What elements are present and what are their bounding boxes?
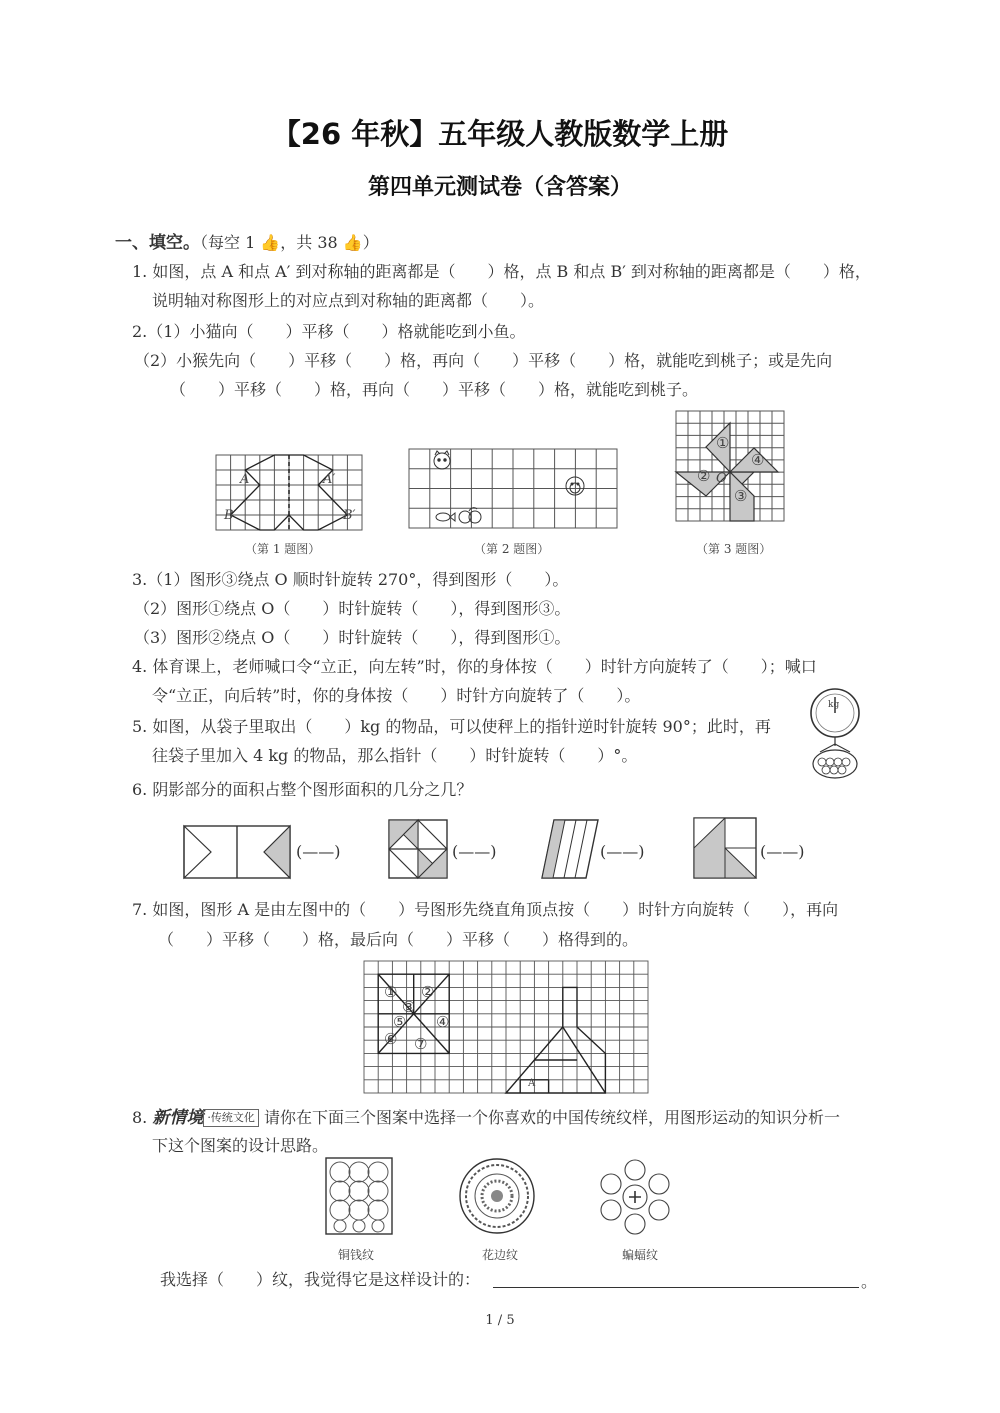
q6-figure-1 (184, 826, 290, 878)
q7-line1: 7. 如图，图形 A 是由左图中的（ ）号图形先绕直角顶点按（ ）时针方向旋转（ ），再向 (132, 900, 839, 919)
q7-label-3: ③ (402, 998, 416, 1016)
figure-1-grid (216, 455, 362, 530)
q6-figure-4 (694, 818, 756, 878)
q3-line2: （2）图形①绕点 O（ ）时针旋转（ ），得到图形③。 (134, 599, 571, 618)
q7-line2: （ ）平移（ ）格，最后向（ ）平移（ ）格得到的。 (158, 930, 639, 949)
q2-line3: （ ）平移（ ）格，再向（ ）平移（ ）格，就能吃到桃子。 (170, 380, 699, 399)
q3-line3: （3）图形②绕点 O（ ）时针旋转（ ），得到图形①。 (134, 628, 571, 647)
fig3-label-2: ② (697, 467, 711, 485)
q4-line1: 4. 体育课上，老师喊口令“立正，向左转”时，你的身体按（ ）时针方向旋转了（ ）；喊口 (132, 657, 817, 676)
q3-line1: 3.（1）图形③绕点 O 顺时针旋转 270°，得到图形（ ）。 (132, 570, 569, 589)
scale-unit: kg (828, 700, 840, 710)
q8-line2: 下这个图案的设计思路。 (152, 1136, 329, 1155)
q6-figure-2 (389, 820, 447, 878)
q7-label-5: ⑤ (393, 1013, 407, 1031)
coin-pattern-label: 铜钱纹 (338, 1248, 375, 1262)
q1-line2: 说明轴对称图形上的对应点到对称轴的距离都（ ）。 (152, 291, 545, 310)
fig1-label-a-prime: A′ (323, 472, 336, 487)
figure-3-caption: （第 3 题图） (696, 542, 772, 556)
fish-icon (436, 513, 455, 521)
q6-blank-2[interactable]: (——) (452, 842, 497, 861)
figure-1-caption: （第 1 题图） (245, 542, 321, 556)
q5-line2: 往袋子里加入 4 kg 的物品，那么指针（ ）时针旋转（ ）°。 (152, 746, 638, 765)
q8-new-badge: 新情境 (152, 1108, 204, 1128)
q6-blank-1[interactable]: (——) (296, 842, 341, 861)
fig3-label-3: ③ (734, 487, 748, 505)
page-subtitle: 第四单元测试卷（含答案） (367, 175, 632, 200)
q1-line1: 1. 如图，点 A 和点 A′ 到对称轴的距离都是（ ）格，点 B 和点 B′ 到对称轴的距离都是（ ）格， (132, 262, 871, 281)
q7-label-2: ② (421, 983, 435, 1001)
q7-label-7: ⑦ (414, 1035, 428, 1053)
fig1-label-b-prime: B′ (343, 508, 356, 523)
q6-blank-3[interactable]: (——) (600, 842, 645, 861)
q8-answer-prompt: 我选择（ ）纹，我觉得它是这样设计的： (160, 1270, 481, 1289)
fig3-label-1: ① (716, 434, 730, 452)
q6-blank-4[interactable]: (——) (760, 842, 805, 861)
q5-line1: 5. 如图，从袋子里取出（ ）kg 的物品，可以使秤上的指针逆时针旋转 90°；此时，再 (132, 717, 771, 736)
figure-2-caption: （第 2 题图） (474, 542, 550, 556)
q8-answer-line[interactable] (493, 1287, 859, 1288)
fig3-label-o: O (716, 471, 727, 486)
section-heading (115, 233, 379, 253)
section-title: 一、填空。 (115, 233, 200, 253)
q8-culture-tag: ·传统文化 (203, 1109, 259, 1127)
q2-line2: （2）小猴先向（ ）平移（ ）格，再向（ ）平移（ ）格，就能吃到桃子；或是先向 (134, 351, 833, 370)
coin-pattern-image (326, 1158, 392, 1234)
q6-line1: 6. 阴影部分的面积占整个图形面积的几分之几？ (132, 780, 473, 799)
page-number: 1 / 5 (485, 1313, 515, 1328)
q7-grid-figure (364, 961, 648, 1093)
q7-label-4: ④ (436, 1013, 450, 1031)
q8-line1 (132, 1108, 840, 1128)
q7-label-1: ① (384, 983, 398, 1001)
q7-label-a: A (528, 1078, 536, 1089)
q2-line1: 2.（1）小猫向（ ）平移（ ）格就能吃到小鱼。 (132, 322, 526, 341)
figure-2-grid (409, 449, 617, 528)
cat-icon (434, 451, 450, 469)
bat-pattern-image (601, 1158, 669, 1236)
q8-number: 8. (132, 1108, 148, 1127)
page-title: 【26 年秋】五年级人教版数学上册 (271, 117, 729, 151)
fig1-label-a: A (240, 472, 250, 487)
q8-end-mark: 。 (861, 1272, 878, 1291)
q6-figure-3 (542, 820, 598, 878)
q8-text: 请你在下面三个图案中选择一个你喜欢的中国传统纹样，用图形运动的知识分析一 (263, 1108, 840, 1127)
bat-pattern-label: 蝙蝠纹 (622, 1248, 659, 1262)
fig3-label-4: ④ (751, 451, 765, 469)
fig1-label-b: B (224, 508, 234, 523)
lace-pattern-image (459, 1158, 535, 1234)
q7-label-6: ⑥ (384, 1030, 398, 1048)
section-points: （每空 1 👍，共 38 👍） (200, 233, 379, 252)
figure-3-grid (676, 411, 784, 521)
q4-line2: 令“立正，向后转”时，你的身体按（ ）时针方向旋转了（ ）。 (152, 686, 641, 705)
peach-icon (459, 508, 481, 523)
lace-pattern-label: 花边纹 (482, 1248, 519, 1262)
